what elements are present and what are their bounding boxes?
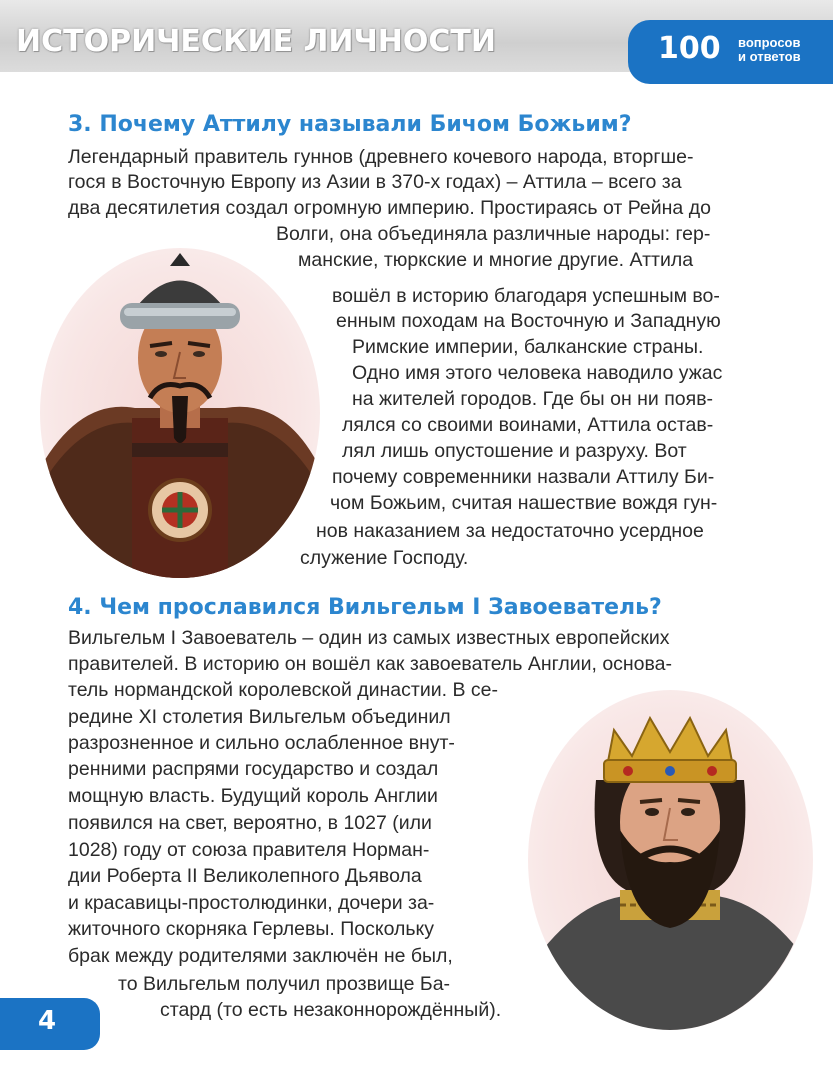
badge-line-1: вопросов [738,35,801,50]
text-line: нов наказанием за недостаточно усердное [316,520,704,542]
text-line: дии Роберта II Великолепного Дьявола [68,865,422,887]
text-line: Вильгельм I Завоеватель – один из самых известных европейских [68,627,670,649]
text-line: разрозненное и сильно ослабленное внут- [68,732,455,754]
page-number: 4 [38,1006,57,1036]
page-header-title: ИСТОРИЧЕСКИЕ ЛИЧНОСТИ [16,24,496,59]
section-4-title: 4. Чем прославился Вильгельм I Завоеватель? [68,595,662,620]
text-line: Римские империи, балканские страны. [352,336,704,358]
badge-text [738,36,801,64]
text-line: и красавицы-простолюдинки, дочери за- [68,892,435,914]
william-portrait-icon [528,690,813,1030]
text-line: два десятилетия создал огромную империю. Простираясь от Рейна до [68,197,711,219]
text-line: на жителей городов. Где бы он ни появ- [352,388,714,410]
text-line: Легендарный правитель гуннов (древнего кочевого народа, вторгше- [68,146,694,168]
section-3-title: 3. Почему Аттилу называли Бичом Божьим? [68,112,632,137]
text-line: гося в Восточную Европу из Азии в 370-х годах) – Аттила – всего за [68,171,682,193]
text-line: служение Господу. [300,547,469,569]
text-line: редине XI столетия Вильгельм объединил [68,706,451,728]
text-line: стард (то есть незаконнорождённый). [160,999,502,1021]
text-line: чом Божьим, считая нашествие вождя гун- [330,492,718,514]
text-line: житочного скорняка Герлевы. Поскольку [68,918,435,940]
page-number-tab [0,998,100,1050]
text-line: то Вильгельм получил прозвище Ба- [118,973,451,995]
badge-number: 100 [658,31,721,66]
text-line: ренними распрями государство и создал [68,758,439,780]
text-line: манские, тюркские и многие другие. Аттила [298,249,694,271]
badge-line-2: и ответов [738,49,801,64]
series-badge [628,20,833,84]
text-line: почему современники назвали Аттилу Би- [332,466,715,488]
attila-portrait-icon [40,248,320,578]
text-line: вошёл в историю благодаря успешным во- [332,285,720,307]
text-line: мощную власть. Будущий король Англии [68,785,438,807]
text-line: Волги, она объединяла различные народы: гер- [276,223,711,245]
text-line: енным походам на Восточную и Западную [336,310,721,332]
text-line: правителей. В историю он вошёл как завоеватель Англии, основа- [68,653,673,675]
text-line: лялся со своими воинами, Аттила остав- [342,414,714,436]
text-line: брак между родителями заключён не был, [68,945,453,967]
text-line: появился на свет, вероятно, в 1027 (или [68,812,432,834]
text-line: тель нормандской королевской династии. В се- [68,679,498,701]
text-line: Одно имя этого человека наводило ужас [352,362,723,384]
text-line: 1028) году от союза правителя Норман- [68,839,430,861]
text-line: лял лишь опустошение и разруху. Вот [342,440,687,462]
